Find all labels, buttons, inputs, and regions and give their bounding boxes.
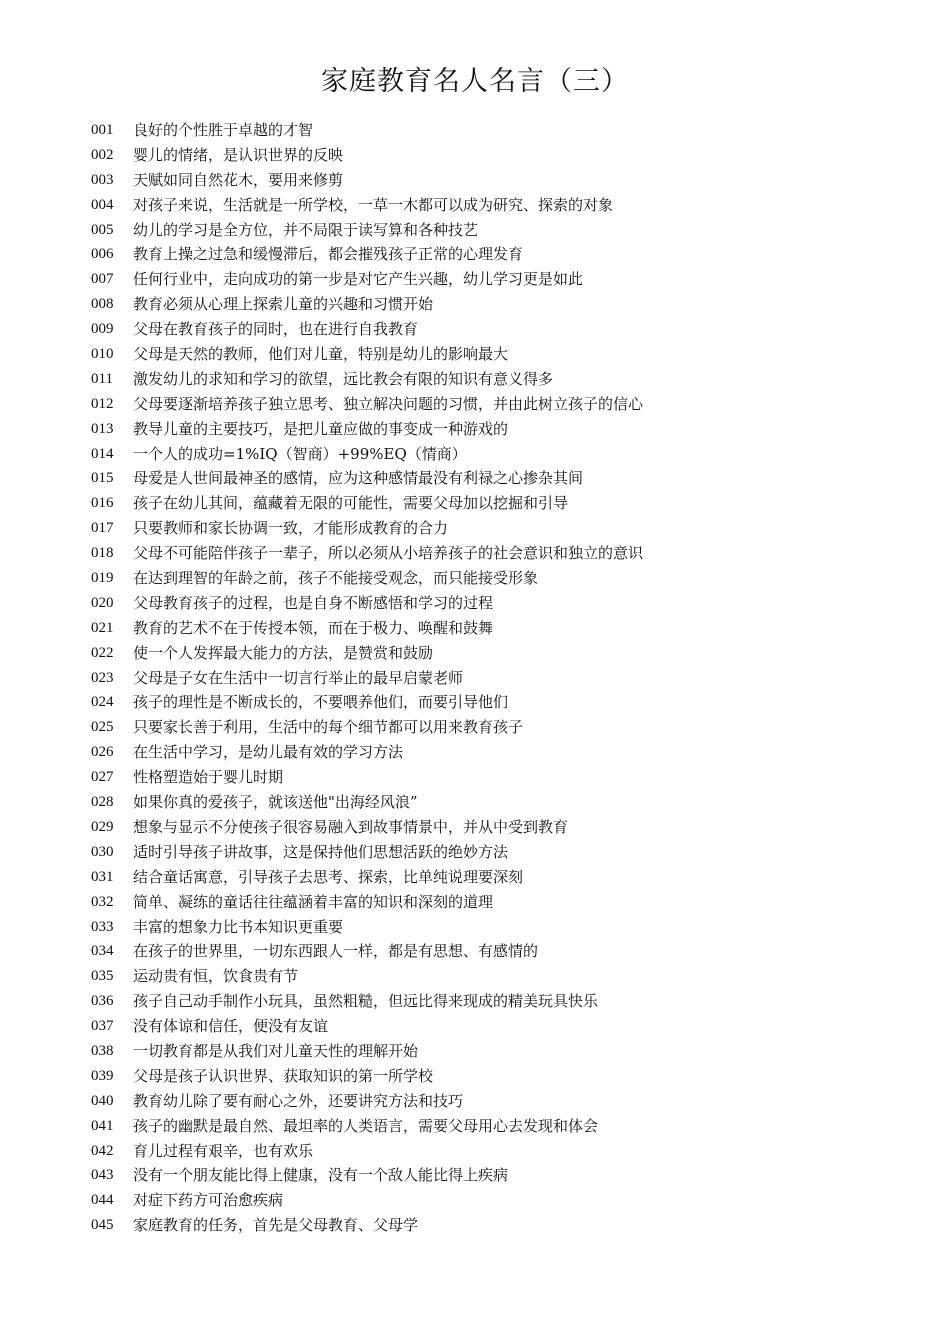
quote-number: 033 (91, 918, 114, 935)
quote-number: 036 (91, 993, 114, 1010)
quote-number: 001 (91, 122, 114, 138)
quote-text: 教育幼儿除了要有耐心之外，还要讲究方法和技巧 (133, 1091, 464, 1110)
quote-number: 027 (91, 769, 114, 786)
list-item (91, 1039, 911, 1064)
quote-text: 良好的个性胜于卓越的才智 (133, 121, 314, 139)
list-item (91, 342, 911, 367)
quote-number: 023 (91, 669, 114, 686)
quote-number: 025 (91, 719, 114, 736)
quote-number: 006 (91, 246, 114, 263)
list-item (91, 1089, 911, 1114)
list-item (91, 690, 911, 715)
list-item (91, 964, 911, 989)
quote-text: 孩子的理性是不断成长的，不要喂养他们，而要引导他们 (133, 693, 509, 712)
list-item (91, 939, 911, 964)
quote-text: 对症下药方可治愈疾病 (133, 1191, 284, 1210)
quote-text: 如果你真的爱孩子，就该送他"出海经风浪” (133, 793, 418, 812)
quote-number: 038 (91, 1042, 114, 1059)
page-title: 家庭教育名人名言（三） (321, 66, 629, 97)
quote-number: 044 (91, 1192, 114, 1209)
quote-text: 一切教育都是从我们对儿童天性的理解开始 (133, 1041, 419, 1060)
quote-number: 004 (91, 196, 114, 213)
quote-text: 天赋如同自然花木，要用来修剪 (133, 170, 344, 189)
quote-number: 034 (91, 943, 114, 960)
list-item (91, 242, 911, 267)
list-item (91, 541, 911, 566)
quote-text: 只要家长善于利用，生活中的每个细节都可以用来教育孩子 (133, 718, 524, 737)
quote-text: 婴儿的情绪，是认识世界的反映 (133, 145, 344, 164)
list-item (91, 292, 911, 317)
quote-number: 031 (91, 868, 114, 885)
quote-number: 009 (91, 321, 114, 338)
list-item (91, 1188, 911, 1213)
quote-text: 教育的艺术不在于传授本领，而在于极力、唤醒和鼓舞 (133, 618, 494, 637)
quote-text: 在生活中学习，是幼儿最有效的学习方法 (133, 743, 404, 762)
quote-text: 父母是孩子认识世界、获取知识的第一所学校 (133, 1066, 434, 1085)
quote-list (91, 118, 911, 1238)
quote-text: 父母教育孩子的过程，也是自身不断感悟和学习的过程 (133, 593, 494, 612)
list-item (91, 989, 911, 1014)
quote-text: 性格塑造始于婴儿时期 (133, 768, 284, 787)
list-item (91, 815, 911, 840)
list-item (91, 641, 911, 666)
list-item (91, 890, 911, 915)
quote-number: 015 (91, 470, 114, 487)
quote-number: 037 (91, 1018, 114, 1035)
quote-number: 042 (91, 1142, 114, 1159)
quote-number: 026 (91, 744, 114, 761)
list-item (91, 865, 911, 890)
quote-text: 简单、凝练的童话往往蕴涵着丰富的知识和深刻的道理 (133, 892, 494, 911)
list-item (91, 367, 911, 392)
quote-text: 教育必须从心理上探索儿童的兴趣和习惯开始 (133, 295, 434, 314)
quote-text: 运动贵有恒，饮食贵有节 (133, 967, 299, 986)
list-item (91, 143, 911, 168)
quote-number: 007 (91, 271, 114, 288)
quote-text: 孩子的幽默是最自然、最坦率的人类语言，需要父母用心去发现和体会 (133, 1116, 599, 1135)
quote-text: 想象与显示不分使孩子很容易融入到故事情景中，并从中受到教育 (133, 817, 569, 836)
quote-text: 任何行业中，走向成功的第一步是对它产生兴趣，幼儿学习更是如此 (133, 270, 584, 289)
list-item (91, 840, 911, 865)
quote-number: 029 (91, 818, 114, 835)
quote-number: 043 (91, 1167, 114, 1184)
quote-number: 028 (91, 794, 114, 811)
quote-text: 对孩子来说，生活就是一所学校，一草一木都可以成为研究、探索的对象 (133, 195, 614, 214)
quote-number: 020 (91, 594, 114, 611)
quote-number: 039 (91, 1067, 114, 1084)
list-item (91, 491, 911, 516)
list-item (91, 118, 911, 143)
quote-text: 在达到理智的年龄之前，孩子不能接受观念，而只能接受形象 (133, 569, 539, 588)
quote-text: 孩子在幼儿其间，蕴藏着无限的可能性，需要父母加以挖掘和引导 (133, 494, 569, 513)
list-item (91, 616, 911, 641)
list-item (91, 317, 911, 342)
list-item (91, 740, 911, 765)
quote-text: 一个人的成功=1%IQ（智商）+99%EQ（情商） (133, 444, 467, 463)
list-item (91, 466, 911, 491)
list-item (91, 915, 911, 940)
list-item (91, 417, 911, 442)
quote-text: 激发幼儿的求知和学习的欲望，远比教会有限的知识有意义得多 (133, 369, 554, 388)
quote-text: 使一个人发挥最大能力的方法，是赞赏和鼓励 (133, 643, 434, 662)
quote-number: 002 (91, 146, 114, 163)
quote-text: 在孩子的世界里，一切东西跟人一样，都是有思想、有感情的 (133, 942, 539, 961)
list-item (91, 666, 911, 691)
quote-number: 013 (91, 420, 114, 437)
quote-text: 幼儿的学习是全方位，并不局限于读写算和各种技艺 (133, 220, 479, 239)
quote-text: 适时引导孩子讲故事，这是保持他们思想活跃的绝妙方法 (133, 842, 509, 861)
list-item (91, 566, 911, 591)
quote-text: 父母要逐渐培养孩子独立思考、独立解决问题的习惯，并由此树立孩子的信心 (133, 394, 644, 413)
list-item (91, 1163, 911, 1188)
quote-text: 丰富的想象力比书本知识更重要 (133, 917, 344, 936)
list-item (91, 168, 911, 193)
list-item (91, 1064, 911, 1089)
quote-number: 024 (91, 694, 114, 711)
quote-number: 032 (91, 893, 114, 910)
quote-number: 035 (91, 968, 114, 985)
quote-number: 017 (91, 520, 114, 537)
list-item (91, 1114, 911, 1139)
quote-text: 父母是子女在生活中一切言行举止的最早启蒙老师 (133, 668, 464, 687)
quote-number: 012 (91, 395, 114, 412)
quote-number: 010 (91, 346, 114, 363)
quote-number: 045 (91, 1217, 114, 1234)
list-item (91, 1014, 911, 1039)
list-item (91, 267, 911, 292)
list-item (91, 218, 911, 243)
list-item (91, 591, 911, 616)
list-item (91, 790, 911, 815)
list-item (91, 1213, 911, 1238)
quote-number: 021 (91, 619, 114, 636)
quote-number: 014 (91, 445, 114, 462)
quote-text: 只要教师和家长协调一致，才能形成教育的合力 (133, 519, 449, 538)
quote-text: 没有体谅和信任，便没有友谊 (133, 1017, 329, 1036)
list-item (91, 392, 911, 417)
quote-text: 育儿过程有艰辛，也有欢乐 (133, 1141, 314, 1160)
quote-text: 教育上操之过急和缓慢滞后，都会摧残孩子正常的心理发育 (133, 245, 524, 264)
quote-number: 019 (91, 570, 114, 587)
list-item (91, 715, 911, 740)
quote-text: 母爱是人世间最神圣的感情，应为这种感情最没有利禄之心掺杂其间 (133, 469, 584, 488)
quote-text: 教导儿童的主要技巧，是把儿童应做的事变成一种游戏的 (133, 419, 509, 438)
list-item (91, 442, 911, 467)
quote-number: 003 (91, 171, 114, 188)
quote-number: 030 (91, 843, 114, 860)
quote-number: 018 (91, 545, 114, 562)
quote-text: 没有一个朋友能比得上健康，没有一个敌人能比得上疾病 (133, 1166, 509, 1185)
list-item (91, 765, 911, 790)
quote-text: 孩子自己动手制作小玩具，虽然粗糙，但远比得来现成的精美玩具快乐 (133, 992, 599, 1011)
quote-number: 011 (91, 370, 113, 387)
quote-text: 结合童话寓意，引导孩子去思考、探索，比单纯说理要深刻 (133, 867, 524, 886)
quote-number: 008 (91, 296, 114, 313)
quote-text: 家庭教育的任务，首先是父母教育、父母学 (133, 1216, 419, 1235)
quote-number: 040 (91, 1092, 114, 1109)
quote-text: 父母是天然的教师，他们对儿童，特别是幼儿的影响最大 (133, 345, 509, 364)
quote-text: 父母在教育孩子的同时，也在进行自我教育 (133, 320, 419, 339)
quote-number: 041 (91, 1117, 114, 1134)
quote-number: 016 (91, 495, 114, 512)
list-item (91, 1139, 911, 1164)
list-item (91, 516, 911, 541)
quote-number: 022 (91, 644, 114, 661)
quote-number: 005 (91, 221, 114, 238)
list-item (91, 193, 911, 218)
quote-text: 父母不可能陪伴孩子一辈子，所以必须从小培养孩子的社会意识和独立的意识 (133, 544, 644, 563)
